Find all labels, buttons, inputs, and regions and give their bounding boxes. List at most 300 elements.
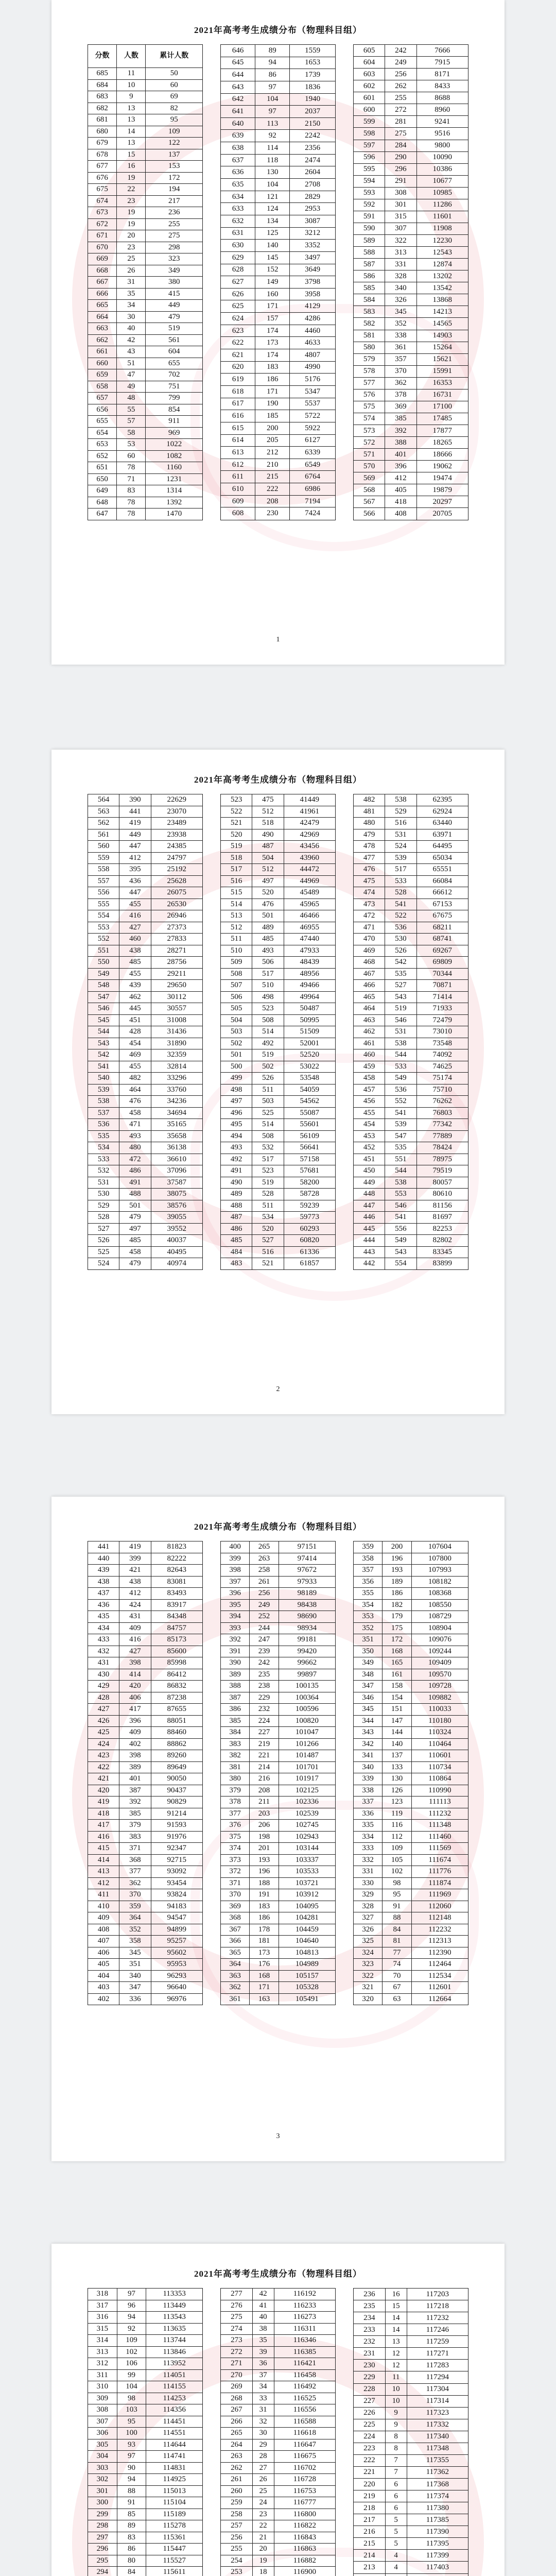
count-cell: 458 (119, 1107, 151, 1119)
table-row (354, 294, 468, 306)
cumulative-cell: 55087 (284, 1107, 335, 1119)
score-cell: 318 (88, 2289, 117, 2300)
score-cell: 391 (221, 1646, 250, 1657)
count-cell: 94 (255, 57, 290, 69)
count-cell: 556 (385, 1223, 416, 1235)
table-row (221, 2555, 336, 2567)
cumulative-cell: 7424 (290, 507, 336, 520)
table-row (88, 1854, 203, 1866)
count-cell: 454 (119, 1038, 151, 1049)
score-cell: 685 (88, 68, 117, 80)
table-row (88, 887, 203, 899)
count-cell: 109 (117, 2335, 146, 2347)
table-row (221, 2381, 336, 2393)
cumulative-cell: 110734 (411, 1761, 468, 1773)
cumulative-cell: 95602 (151, 1947, 202, 1959)
score-cell: 458 (354, 1073, 385, 1084)
count-cell: 546 (385, 1200, 416, 1212)
count-cell: 539 (385, 1119, 416, 1131)
cumulative-cell: 116777 (274, 2497, 335, 2509)
count-cell: 96 (117, 2300, 146, 2312)
table-row (221, 325, 336, 337)
table-row (221, 1843, 336, 1855)
score-cell: 259 (221, 2497, 253, 2509)
cumulative-cell: 86412 (151, 1669, 202, 1681)
cumulative-cell: 6764 (290, 471, 336, 483)
score-cell: 484 (221, 1246, 252, 1258)
table-row (88, 1588, 203, 1600)
count-cell: 419 (119, 1541, 151, 1553)
scanned-page (51, 1497, 505, 2161)
table-row (88, 114, 203, 126)
table-row (88, 161, 203, 173)
score-cell: 254 (221, 2555, 253, 2567)
cumulative-cell: 36610 (151, 1154, 202, 1165)
count-cell: 392 (385, 425, 416, 437)
table-row (221, 45, 336, 57)
cumulative-cell: 76262 (416, 1096, 468, 1108)
score-cell: 302 (88, 2474, 117, 2486)
cumulative-cell: 117271 (407, 2348, 468, 2360)
score-cell: 641 (221, 106, 255, 118)
cumulative-cell: 55601 (284, 1119, 335, 1131)
count-cell: 105 (383, 1854, 411, 1866)
count-cell: 15 (385, 2300, 407, 2312)
cumulative-cell: 116385 (274, 2346, 335, 2358)
count-cell: 331 (385, 259, 416, 270)
score-cell: 459 (354, 1061, 385, 1073)
score-cell: 684 (88, 79, 117, 91)
table-row (221, 1634, 336, 1646)
table-row (221, 81, 336, 93)
count-cell: 485 (119, 957, 151, 969)
cumulative-cell: 1559 (290, 45, 336, 57)
table-row (354, 1738, 468, 1750)
cumulative-cell: 114051 (146, 2369, 203, 2381)
page-title: 2021年高考考生成绩分布（物理科目组） (194, 2269, 362, 2279)
score-cell: 595 (354, 163, 385, 175)
cumulative-cell: 117323 (407, 2407, 468, 2419)
table-row (221, 154, 336, 166)
count-cell: 492 (252, 1038, 284, 1049)
count-cell: 24 (252, 2497, 274, 2509)
score-cell (354, 2573, 386, 2576)
score-cell: 321 (354, 1982, 383, 1994)
score-cell: 549 (88, 968, 119, 980)
cumulative-cell: 73548 (416, 1038, 468, 1049)
cumulative-cell: 82643 (151, 1565, 202, 1577)
count-cell: 16 (117, 161, 146, 173)
table-row (221, 1212, 336, 1224)
cumulative-cell: 114451 (146, 2416, 203, 2428)
count-cell: 529 (385, 806, 416, 818)
count-cell: 428 (119, 1026, 151, 1038)
score-cell: 514 (221, 899, 252, 910)
count-cell: 527 (385, 980, 416, 992)
table-row (88, 207, 203, 219)
cumulative-cell: 72479 (416, 1014, 468, 1026)
cumulative-cell: 60293 (284, 1223, 335, 1235)
score-cell: 587 (354, 259, 385, 270)
cumulative-cell: 101701 (279, 1761, 335, 1773)
table-row (88, 358, 203, 369)
count-cell: 262 (385, 80, 416, 92)
table-row (354, 104, 468, 116)
cumulative-cell: 8433 (416, 80, 468, 92)
cumulative-cell: 76803 (416, 1107, 468, 1119)
score-cell: 312 (88, 2358, 117, 2370)
cumulative-cell: 10090 (416, 151, 468, 163)
table-row (354, 1142, 468, 1154)
cumulative-cell: 115278 (146, 2520, 203, 2532)
count-cell: 308 (385, 187, 416, 199)
table-row (221, 2335, 336, 2347)
count-cell: 547 (385, 1130, 416, 1142)
score-cell: 457 (354, 1084, 385, 1096)
score-cell: 258 (221, 2509, 253, 2520)
score-table (353, 44, 468, 520)
score-cell: 403 (88, 1982, 119, 1994)
cumulative-cell: 349 (146, 265, 203, 277)
cumulative-cell: 114356 (146, 2404, 203, 2416)
cumulative-cell: 38576 (151, 1200, 202, 1212)
count-cell: 526 (252, 1073, 284, 1084)
count-cell: 63 (383, 1993, 411, 2005)
score-table (88, 794, 203, 1270)
cumulative-cell: 10985 (416, 187, 468, 199)
table-row (88, 242, 203, 253)
cumulative-cell: 6986 (290, 483, 336, 496)
count-cell: 103 (117, 2404, 146, 2416)
count-cell: 371 (119, 1843, 151, 1855)
score-cell: 555 (88, 899, 119, 910)
count-cell: 222 (255, 483, 290, 496)
table-row (88, 1947, 203, 1959)
table-row (221, 191, 336, 203)
table-row (354, 1553, 468, 1565)
table-row (88, 288, 203, 300)
count-cell: 369 (385, 401, 416, 413)
score-cell: 547 (88, 991, 119, 1003)
score-cell: 307 (88, 2416, 117, 2428)
table-row (221, 1657, 336, 1669)
table-row (221, 2485, 336, 2497)
table-row (221, 1200, 336, 1212)
table-row (354, 794, 468, 806)
score-cell: 315 (88, 2323, 117, 2335)
table-row (221, 1165, 336, 1177)
cumulative-cell: 45965 (284, 899, 335, 910)
table-row (88, 2369, 203, 2381)
score-cell: 389 (221, 1669, 250, 1681)
table-row (88, 1119, 203, 1131)
count-cell: 165 (383, 1657, 411, 1669)
cumulative-cell: 116273 (274, 2312, 335, 2324)
table-row (221, 2312, 336, 2324)
count-cell: 445 (119, 1003, 151, 1015)
table-row (88, 1107, 203, 1119)
count-cell: 98 (117, 2393, 146, 2404)
table-row (88, 68, 203, 80)
score-cell: 430 (88, 1669, 119, 1681)
table-row (354, 980, 468, 992)
count-cell: 232 (250, 1704, 279, 1716)
count-cell: 186 (383, 1588, 411, 1600)
table-row (221, 483, 336, 496)
table-row (354, 1014, 468, 1026)
table-row (354, 1808, 468, 1820)
score-cell: 556 (88, 887, 119, 899)
table-row (354, 211, 468, 223)
count-cell: 203 (250, 1808, 279, 1820)
count-cell: 487 (252, 841, 284, 853)
count-cell: 447 (119, 887, 151, 899)
table-row (354, 116, 468, 128)
table-row (221, 2439, 336, 2451)
cumulative-cell: 323 (146, 253, 203, 265)
cumulative-cell: 4129 (290, 300, 336, 313)
cumulative-cell: 85998 (151, 1657, 202, 1669)
table-row (88, 2358, 203, 2370)
score-cell: 528 (88, 1212, 119, 1224)
count-cell: 43 (117, 346, 146, 358)
score-cell: 650 (88, 473, 117, 485)
count-cell: 13 (117, 103, 146, 114)
count-cell: 485 (252, 934, 284, 945)
score-cell: 661 (88, 346, 117, 358)
count-cell: 221 (250, 1750, 279, 1762)
count-cell: 32 (252, 2416, 274, 2428)
score-cell: 588 (354, 247, 385, 259)
score-cell: 496 (221, 1107, 252, 1119)
count-cell: 147 (383, 1715, 411, 1727)
score-cell: 445 (354, 1223, 385, 1235)
score-cell: 390 (221, 1657, 250, 1669)
count-cell: 431 (119, 1611, 151, 1623)
table-row (88, 2497, 203, 2509)
table-row (221, 1258, 336, 1270)
score-cell: 467 (354, 968, 385, 980)
score-cell: 268 (221, 2393, 253, 2404)
score-cell: 232 (354, 2336, 386, 2348)
cumulative-cell: 68211 (416, 922, 468, 934)
cumulative-cell: 37587 (151, 1177, 202, 1189)
count-cell: 97 (255, 106, 290, 118)
score-cell: 572 (354, 437, 385, 449)
table-row (221, 2451, 336, 2463)
table-row (88, 968, 203, 980)
cumulative-cell: 15621 (416, 353, 468, 365)
score-cell: 619 (221, 374, 255, 386)
count-cell: 489 (252, 922, 284, 934)
cumulative-cell: 18265 (416, 437, 468, 449)
cumulative-cell: 103533 (279, 1866, 335, 1878)
count-cell: 551 (385, 1154, 416, 1165)
count-cell: 185 (255, 410, 290, 422)
score-columns (88, 794, 468, 1270)
cumulative-cell: 23489 (151, 818, 202, 829)
cumulative-cell: 89649 (151, 1761, 202, 1773)
score-cell: 551 (88, 945, 119, 957)
score-cell: 216 (354, 2526, 386, 2538)
score-cell: 376 (221, 1820, 250, 1832)
cumulative-cell: 73010 (416, 1026, 468, 1038)
score-cell: 493 (221, 1142, 252, 1154)
count-cell: 9 (385, 2419, 407, 2431)
count-cell: 22 (252, 2520, 274, 2532)
table-row (88, 1189, 203, 1200)
count-cell: 284 (385, 140, 416, 151)
count-cell: 51 (117, 358, 146, 369)
table-row (221, 794, 336, 806)
cumulative-cell: 78424 (416, 1142, 468, 1154)
count-cell: 9 (385, 2407, 407, 2419)
count-cell: 290 (385, 151, 416, 163)
cumulative-cell: 25192 (151, 864, 202, 876)
cumulative-cell: 117395 (407, 2538, 468, 2550)
cumulative-cell: 102943 (279, 1831, 335, 1843)
count-cell: 541 (385, 899, 416, 910)
score-cell: 422 (88, 1761, 119, 1773)
score-cell: 622 (221, 337, 255, 349)
cumulative-cell: 751 (146, 381, 203, 393)
score-cell: 475 (354, 875, 385, 887)
score-cell: 482 (354, 794, 385, 806)
table-row (221, 2346, 336, 2358)
table-row (88, 2509, 203, 2520)
score-cell: 337 (354, 1797, 383, 1808)
score-cell: 483 (221, 1258, 252, 1270)
cumulative-cell: 108550 (411, 1599, 468, 1611)
cumulative-cell: 2474 (290, 154, 336, 166)
count-cell: 421 (119, 1565, 151, 1577)
table-row (221, 1576, 336, 1588)
score-cell: 480 (354, 818, 385, 829)
score-cell: 636 (221, 166, 255, 179)
count-cell: 20 (252, 2544, 274, 2555)
table-row (354, 1049, 468, 1061)
cumulative-cell: 57681 (284, 1165, 335, 1177)
count-cell: 57 (117, 416, 146, 428)
count-cell: 533 (385, 875, 416, 887)
score-cell: 517 (221, 864, 252, 876)
cumulative-cell: 94183 (151, 1901, 202, 1912)
score-cell: 402 (88, 1993, 119, 2005)
count-cell: 538 (385, 1038, 416, 1049)
score-cell: 385 (221, 1715, 250, 1727)
cumulative-cell: 104640 (279, 1936, 335, 1947)
score-cell: 521 (221, 818, 252, 829)
score-cell: 386 (221, 1704, 250, 1716)
table-row (221, 1820, 336, 1832)
cumulative-cell: 94547 (151, 1912, 202, 1924)
count-cell: 553 (385, 1189, 416, 1200)
score-cell: 326 (354, 1924, 383, 1936)
score-cell: 411 (88, 1889, 119, 1901)
table-row (88, 1258, 203, 1270)
count-cell: 188 (250, 1877, 279, 1889)
cumulative-cell: 90050 (151, 1773, 202, 1785)
score-cell: 502 (221, 1038, 252, 1049)
table-row (221, 276, 336, 289)
count-cell: 109 (383, 1843, 411, 1855)
cumulative-cell: 8688 (416, 92, 468, 104)
count-cell: 516 (252, 1246, 284, 1258)
count-cell: 396 (385, 461, 416, 472)
count-cell: 345 (119, 1947, 151, 1959)
cumulative-cell: 103912 (279, 1889, 335, 1901)
count-cell: 95 (117, 2416, 146, 2428)
cumulative-cell: 105491 (279, 1993, 335, 2005)
count-cell: 31 (252, 2404, 274, 2416)
cumulative-cell: 104989 (279, 1959, 335, 1971)
score-cell: 629 (221, 251, 255, 264)
table-row (221, 117, 336, 130)
score-table (88, 2288, 203, 2576)
score-cell: 634 (221, 191, 255, 203)
table-row (354, 1119, 468, 1131)
score-cell: 320 (354, 1993, 383, 2005)
score-cell: 592 (354, 199, 385, 211)
table-row (354, 899, 468, 910)
cumulative-cell: 60820 (284, 1235, 335, 1247)
table-row (221, 57, 336, 69)
table-row (221, 2509, 336, 2520)
table-row (354, 1785, 468, 1797)
cumulative-cell: 113952 (146, 2358, 203, 2370)
table-row (88, 393, 203, 404)
score-cell: 236 (354, 2289, 386, 2300)
cumulative-cell: 108904 (411, 1622, 468, 1634)
score-cell: 534 (88, 1142, 119, 1154)
score-cell: 277 (221, 2289, 253, 2300)
table-row (221, 1866, 336, 1878)
cumulative-cell: 105157 (279, 1970, 335, 1982)
count-cell: 11 (385, 2371, 407, 2383)
score-cell: 412 (88, 1877, 119, 1889)
score-cell: 226 (354, 2407, 386, 2419)
cumulative-cell: 112664 (411, 1993, 468, 2005)
table-row (88, 1715, 203, 1727)
count-cell: 501 (119, 1200, 151, 1212)
count-cell: 80 (117, 2555, 146, 2567)
table-row (221, 1084, 336, 1096)
table-row (354, 2289, 468, 2300)
count-cell: 28 (252, 2451, 274, 2463)
cumulative-cell: 2953 (290, 203, 336, 215)
count-cell: 377 (119, 1866, 151, 1878)
score-cell: 453 (354, 1130, 385, 1142)
count-cell: 387 (119, 1785, 151, 1797)
table-row (221, 1014, 336, 1026)
cumulative-cell: 71933 (416, 1003, 468, 1015)
table-row (354, 45, 468, 57)
score-cell: 225 (354, 2419, 386, 2431)
count-cell: 206 (250, 1820, 279, 1832)
table-row (354, 1165, 468, 1177)
score-cell: 387 (221, 1692, 250, 1704)
cumulative-cell: 30112 (151, 991, 202, 1003)
count-cell: 39 (252, 2346, 274, 2358)
score-cell: 452 (354, 1142, 385, 1154)
count-cell: 247 (250, 1634, 279, 1646)
table-row (88, 1797, 203, 1808)
score-cell: 620 (221, 361, 255, 374)
cumulative-cell: 20297 (416, 496, 468, 508)
cumulative-cell: 35658 (151, 1130, 202, 1142)
score-cell: 578 (354, 365, 385, 377)
cumulative-cell: 854 (146, 404, 203, 416)
